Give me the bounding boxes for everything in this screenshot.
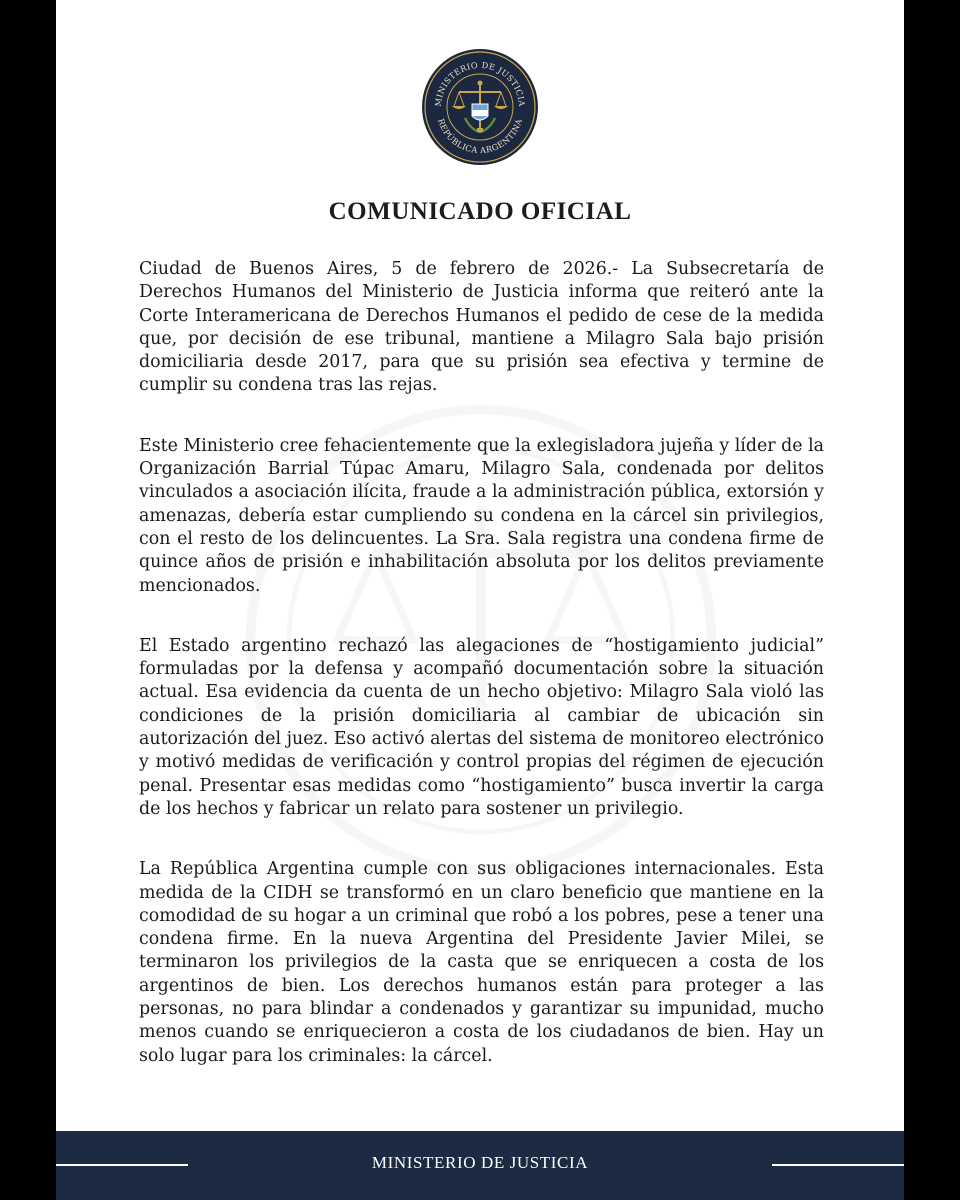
paragraph-4: La República Argentina cumple con sus obligaciones internacionales. Esta medida de la CIDH se transformó en un claro beneficio que mantiene en la comodidad de su hogar a un criminal que robó a los pobres, pese a tener una condena firme. En la nueva Argentina del Presidente Javier Milei, se terminaron los privilegios de la casta que se enriquecen a costa de los argentinos de bien. Los derechos humanos están para proteger a las personas, no para blindar a condenados y garantizar su impunidad, mucho menos cuando se enriquecieron a costa de los ciudadanos de bien. Hay un solo lugar para los criminales: la cárcel. (139, 859, 824, 1066)
footer-bar (56, 1131, 904, 1200)
paragraph-2: Este Ministerio cree fehacientemente que la exlegisladora jujeña y líder de la Organización Barrial Túpac Amaru, Milagro Sala, condenada por delitos vinculados a asociación ilícita, fraude a la administración pública, extorsión y amenazas, debería estar cumpliendo su condena en la cárcel sin privilegios, con el resto de los delincuentes. La Sra. Sala registra una condena firme de quince años de prisión e inhabilitación absoluta por los delitos previamente mencionados. (139, 435, 824, 596)
paragraph-1: Ciudad de Buenos Aires, 5 de febrero de 2026.- La Subsecretaría de Derechos Humanos del Ministerio de Justicia informa que reiteró ante la Corte Interamericana de Derechos Humanos el pedido de cese de la medida que, por decisión de ese tribunal, mantiene a Milagro Sala bajo prisión domiciliaria desde 2017, para que su prisión sea efectiva y termine de cumplir su condena tras las rejas. (139, 259, 824, 396)
ministry-seal (421, 48, 539, 166)
ministry-seal-icon (421, 48, 539, 166)
footer-rule-right (772, 1164, 904, 1166)
document-page (56, 0, 904, 1200)
seal-text-bottom: REPÚBLICA ARGENTINA (436, 117, 524, 156)
footer-label: MINISTERIO DE JUSTICIA (371, 1153, 589, 1172)
seal-text-top: MINISTERIO DE JUSTICIA (432, 59, 528, 108)
document-body (139, 258, 824, 1105)
paragraph-3: El Estado argentino rechazó las alegaciones de “hostigamiento judicial” formuladas por la defensa y acompañó documentación sobre la situación actual. Esa evidencia da cuenta de un hecho objetivo: Milagro Sala violó las condiciones de la prisión domiciliaria al cambiar de ubicación sin autorización del juez. Eso activó alertas del sistema de monitoreo electrónico y motivó medidas de verificación y control propias del régimen de ejecución penal. Presentar esas medidas como “hostigamiento” busca invertir la carga de los hechos y fabricar un relato para sostener un privilegio. (139, 635, 824, 819)
document-title: COMUNICADO OFICIAL (328, 198, 632, 225)
